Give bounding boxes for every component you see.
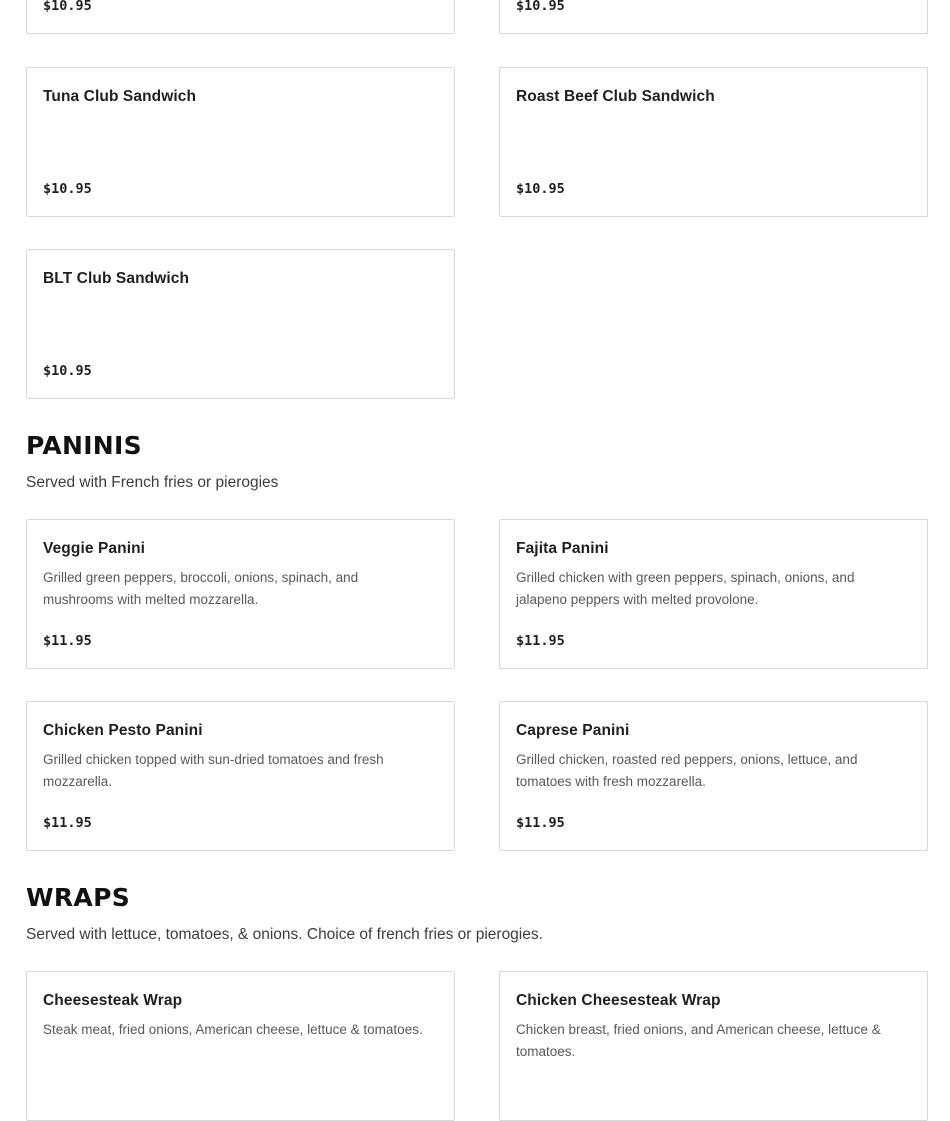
item-description: Grilled chicken topped with sun-dried tomatoes and fresh mozzarella. [43, 752, 384, 789]
section-subtitle-paninis: Served with French fries or pierogies [26, 474, 279, 491]
item-description: Steak meat, fried onions, American cheese, lettuce & tomatoes. [43, 1022, 423, 1037]
item-price: $11.95 [43, 815, 92, 831]
item-price: $10.95 [43, 363, 92, 379]
menu-item-card[interactable] [499, 519, 928, 669]
item-price: $11.95 [43, 633, 92, 649]
item-name: Fajita Panini [516, 540, 609, 557]
item-price: $11.95 [516, 815, 565, 831]
menu-item-card[interactable] [26, 971, 455, 1121]
item-name: Cheesesteak Wrap [43, 992, 183, 1009]
menu-item-card[interactable] [26, 519, 455, 669]
item-name: Roast Beef Club Sandwich [516, 88, 715, 105]
item-price: $11.95 [516, 633, 565, 649]
item-name: BLT Club Sandwich [43, 270, 190, 287]
item-price: $10.95 [43, 0, 92, 14]
section-title-wraps: WRAPS [26, 883, 131, 912]
item-description: Grilled chicken, roasted red peppers, onions, lettuce, and tomatoes with fresh mozzarella. [516, 752, 858, 789]
item-price: $10.95 [516, 181, 565, 197]
menu-item-card[interactable] [26, 249, 455, 399]
item-name: Chicken Pesto Panini [43, 722, 203, 739]
section-subtitle-wraps: Served with lettuce, tomatoes, & onions. Choice of french fries or pierogies. [26, 926, 543, 943]
item-description: Grilled green peppers, broccoli, onions, spinach, and mushrooms with melted mozzarella. [43, 570, 359, 607]
menu-item-card[interactable] [499, 67, 928, 217]
menu-item-card[interactable] [26, 67, 455, 217]
section-title-paninis: PANINIS [26, 431, 142, 460]
item-name: Tuna Club Sandwich [43, 88, 197, 105]
menu-item-card[interactable] [26, 701, 455, 851]
menu-item-card[interactable] [26, 0, 455, 34]
item-price: $10.95 [43, 181, 92, 197]
menu-item-card[interactable] [499, 971, 928, 1121]
item-name: Caprese Panini [516, 722, 630, 739]
item-name: Veggie Panini [43, 540, 146, 557]
item-price: $10.95 [516, 0, 565, 14]
menu-item-card[interactable] [499, 701, 928, 851]
menu-item-card[interactable] [499, 0, 928, 34]
item-name: Chicken Cheesesteak Wrap [516, 992, 721, 1009]
item-description: Chicken breast, fried onions, and American cheese, lettuce & tomatoes. [516, 1022, 881, 1059]
item-description: Grilled chicken with green peppers, spinach, onions, and jalapeno peppers with melted provolone. [516, 570, 855, 607]
